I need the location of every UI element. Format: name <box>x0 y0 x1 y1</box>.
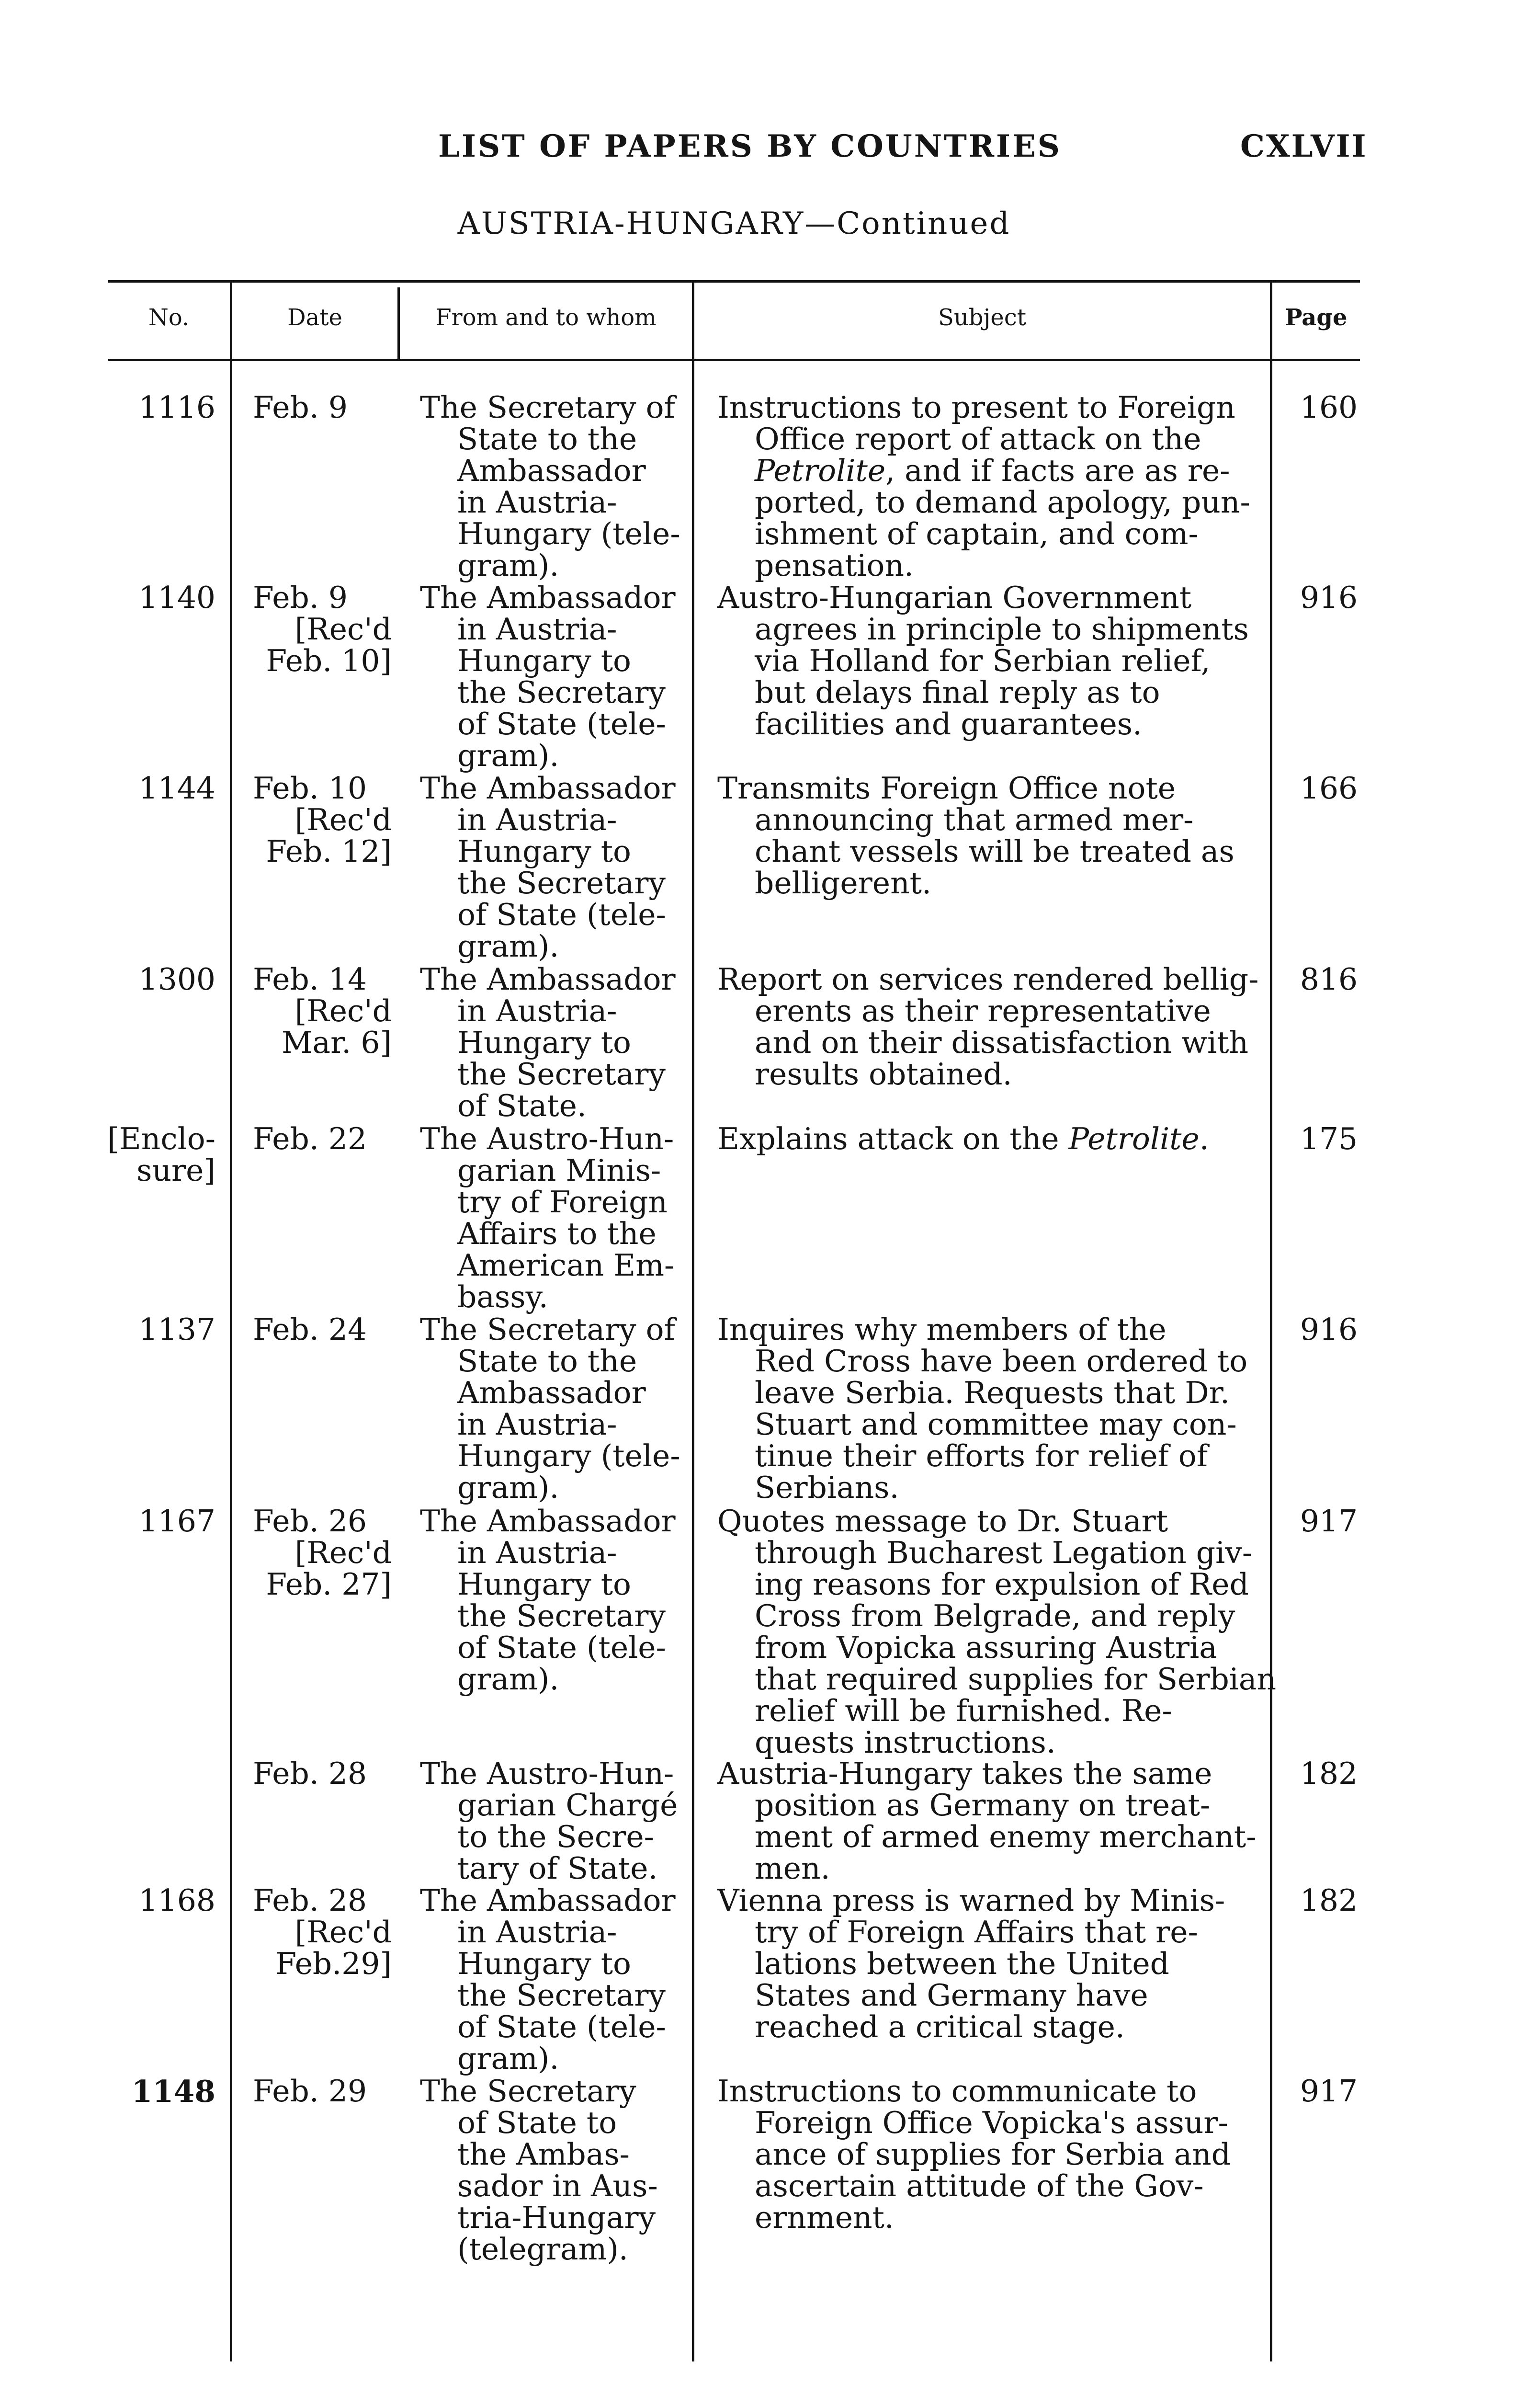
page-heading: LIST OF PAPERS BY COUNTRIES <box>438 128 1062 164</box>
subject-line: leave Serbia. Requests that Dr. <box>755 1375 1230 1410</box>
from-line: of State to <box>457 2105 617 2140</box>
subject-line: relief will be furnished. Re- <box>755 1693 1172 1728</box>
subject-line: announcing that armed mer- <box>755 802 1194 837</box>
page-header <box>0 128 1540 171</box>
table-header-rule <box>108 359 1360 361</box>
from-line: the Secretary <box>457 1978 666 2013</box>
from-line: in Austria- <box>457 612 617 647</box>
row-date <box>253 582 401 677</box>
from-line: the Ambas- <box>457 2137 630 2172</box>
from-line: of State (tele- <box>457 1630 666 1665</box>
subject-line: States and Germany have <box>755 1978 1148 2013</box>
subject-line: ported, to demand apology, pun- <box>755 485 1250 520</box>
column-header-page: Page <box>1285 304 1348 331</box>
date-line: Feb. 27] <box>266 1567 392 1602</box>
row-page: 166 <box>1300 771 1358 806</box>
subject-line: chant vessels will be treated as <box>755 834 1234 869</box>
row-subject <box>717 1314 1254 1504</box>
column-divider <box>692 283 694 2361</box>
subject-line: lations between the United <box>755 1946 1170 1981</box>
row-number: 1148 <box>131 2074 215 2109</box>
row-subject <box>717 2076 1254 2234</box>
row-from <box>420 1885 688 2075</box>
from-line: Affairs to the <box>457 1216 657 1251</box>
row-number: 1300 <box>138 962 215 997</box>
subject-line: ance of supplies for Serbia and <box>755 2137 1231 2172</box>
subject-line: Office report of attack on the <box>755 422 1201 456</box>
subject-line: erents as their representative <box>755 993 1211 1028</box>
from-line: the Secretary <box>457 866 666 901</box>
subject-line: men. <box>755 1851 830 1886</box>
from-line: gram). <box>457 1662 559 1697</box>
row-page: 175 <box>1300 1121 1358 1156</box>
page-number: CXLVII <box>1240 128 1368 164</box>
from-line: The Austro-Hun- <box>420 1121 674 1156</box>
date-line: [Rec'd <box>294 612 392 647</box>
from-line: (telegram). <box>457 2232 628 2267</box>
from-line: the Secretary <box>457 1057 666 1092</box>
row-date <box>253 1505 401 1600</box>
date-line: Feb. 28 <box>253 1883 367 1918</box>
row-number: 1168 <box>138 1883 215 1918</box>
from-line: The Ambassador <box>420 771 676 806</box>
row-date <box>253 773 401 867</box>
from-line: gram). <box>457 1470 559 1505</box>
from-line: State to the <box>457 422 637 456</box>
from-line: in Austria- <box>457 993 617 1028</box>
subject-line: belligerent. <box>755 866 931 901</box>
row-from <box>420 1505 688 1695</box>
column-divider <box>1270 283 1272 2361</box>
from-line: The Ambassador <box>420 1883 676 1918</box>
from-line: of State (tele- <box>457 2009 666 2044</box>
from-line: the Secretary <box>457 1598 666 1633</box>
ship-name: Petrolite <box>755 453 886 488</box>
subject-line: that required supplies for Serbian <box>755 1662 1277 1697</box>
row-subject <box>717 1756 1257 1886</box>
subject-line: tinue their efforts for relief of <box>755 1438 1208 1473</box>
from-line: in Austria- <box>457 1407 617 1442</box>
subject-line: ing reasons for expulsion of Red <box>755 1567 1249 1602</box>
from-line: to the Secre- <box>457 1819 654 1854</box>
from-line: of State (tele- <box>457 707 666 741</box>
date-line: Mar. 6] <box>282 1025 392 1060</box>
row-date <box>253 1123 401 1155</box>
date-line: Feb. 10] <box>266 643 392 678</box>
from-line: Hungary to <box>457 1567 631 1602</box>
from-line: in Austria- <box>457 485 617 520</box>
row-date <box>253 2076 401 2107</box>
column-header-no: No. <box>148 304 190 331</box>
subject-line: agrees in principle to shipments <box>755 612 1249 647</box>
from-line: The Secretary of <box>420 390 675 425</box>
row-from <box>420 964 688 1122</box>
from-line: of State. <box>457 1088 587 1123</box>
date-line: Feb. 9 <box>253 580 348 615</box>
row-number: 1116 <box>138 390 215 425</box>
column-divider <box>230 283 232 2361</box>
row-date <box>253 1758 401 1790</box>
from-line: gram). <box>457 2041 559 2076</box>
subject-line: and on their dissatisfaction with <box>755 1025 1249 1060</box>
subject-line: ernment. <box>755 2200 894 2235</box>
from-line: State to the <box>457 1344 637 1379</box>
subject-line: results obtained. <box>755 1057 1012 1092</box>
date-line: Feb. 22 <box>253 1121 367 1156</box>
subject-line: position as Germany on treat- <box>755 1788 1211 1823</box>
date-line: [Rec'd <box>294 802 392 837</box>
subject-line: Report on services rendered bellig- <box>717 962 1259 997</box>
date-line: Feb. 10 <box>253 771 367 806</box>
row-subject <box>717 392 1254 582</box>
row-page: 182 <box>1300 1883 1358 1918</box>
date-line: [Rec'd <box>294 993 392 1028</box>
from-line: Ambassador <box>457 453 646 488</box>
from-line: The Ambassador <box>420 1504 676 1539</box>
from-line: tary of State. <box>457 1851 658 1886</box>
from-line: garian Chargé <box>457 1788 678 1823</box>
from-line: Ambassador <box>457 1375 646 1410</box>
from-line: gram). <box>457 548 559 583</box>
subject-line: ment of armed enemy merchant- <box>755 1819 1257 1854</box>
from-line: The Ambassador <box>420 962 676 997</box>
from-line: Hungary (tele- <box>457 516 680 551</box>
from-line: bassy. <box>457 1279 548 1314</box>
ship-name: Petrolite <box>1068 1121 1200 1156</box>
from-line: The Ambassador <box>420 580 676 615</box>
row-number: 1167 <box>138 1504 215 1539</box>
subject-line: Quotes message to Dr. Stuart <box>717 1504 1168 1539</box>
row-subject <box>717 1123 1254 1155</box>
subject-line: Instructions to present to Foreign <box>717 390 1235 425</box>
subject-line: Cross from Belgrade, and reply <box>755 1598 1235 1633</box>
row-subject <box>717 582 1254 740</box>
row-from <box>420 2076 688 2265</box>
date-line: Feb. 24 <box>253 1312 367 1347</box>
subject-line: through Bucharest Legation giv- <box>755 1535 1253 1570</box>
date-line: Feb. 26 <box>253 1504 367 1539</box>
from-line: try of Foreign <box>457 1185 668 1220</box>
from-line: the Secretary <box>457 675 666 710</box>
date-line: Feb. 14 <box>253 962 367 997</box>
subject-line: Stuart and committee may con- <box>755 1407 1237 1442</box>
subject-line: Foreign Office Vopicka's assur- <box>755 2105 1228 2140</box>
subheading-text: AUSTRIA-HUNGARY—Continued <box>457 206 1011 241</box>
row-date <box>253 392 401 423</box>
date-line: [Rec'd <box>294 1915 392 1950</box>
row-number: 1140 <box>138 580 215 615</box>
row-subject <box>717 773 1254 899</box>
subject-line: try of Foreign Affairs that re- <box>755 1915 1198 1950</box>
from-line: Hungary to <box>457 834 631 869</box>
from-line: in Austria- <box>457 802 617 837</box>
column-header-subject: Subject <box>938 304 1026 331</box>
from-line: The Secretary of <box>420 1312 675 1347</box>
subject-line: Instructions to communicate to <box>717 2074 1197 2109</box>
from-line: in Austria- <box>457 1915 617 1950</box>
row-subject <box>717 962 1259 1092</box>
from-line: in Austria- <box>457 1535 617 1570</box>
subject-line: Red Cross have been ordered to <box>755 1344 1248 1379</box>
row-from <box>420 392 688 582</box>
row-number: 1137 <box>138 1312 215 1347</box>
from-line: Hungary to <box>457 643 631 678</box>
subject-line: via Holland for Serbian relief, <box>755 643 1211 678</box>
row-page: 182 <box>1300 1756 1358 1791</box>
row-page: 160 <box>1300 390 1358 425</box>
from-line: Hungary to <box>457 1025 631 1060</box>
subject-line: Austria-Hungary takes the same <box>717 1756 1212 1791</box>
row-number <box>96 1123 215 1186</box>
subject-line: Transmits Foreign Office note <box>717 771 1176 806</box>
from-line: tria-Hungary <box>457 2200 656 2235</box>
subject-line: but delays final reply as to <box>755 675 1160 710</box>
row-page: 816 <box>1300 962 1358 997</box>
row-page: 917 <box>1300 1504 1358 1539</box>
row-date <box>253 1314 401 1346</box>
row-number: 1144 <box>138 771 215 806</box>
subject-line: facilities and guarantees. <box>755 707 1143 741</box>
date-line: Feb. 12] <box>266 834 392 869</box>
row-subject <box>717 1885 1254 2043</box>
from-line: gram). <box>457 929 559 964</box>
table-top-rule <box>108 280 1360 283</box>
from-line: gram). <box>457 738 559 773</box>
subject-line: ishment of captain, and com- <box>755 516 1199 551</box>
from-line: The Secretary <box>420 2074 636 2109</box>
row-from <box>420 582 688 772</box>
subject-line: ascertain attitude of the Gov- <box>755 2168 1204 2203</box>
date-line: Feb. 28 <box>253 1756 367 1791</box>
from-line: Hungary to <box>457 1946 631 1981</box>
column-header-from: From and to whom <box>435 304 657 331</box>
subject-line: pensation. <box>755 548 914 583</box>
row-from <box>420 1123 688 1313</box>
subject-line: reached a critical stage. <box>755 2009 1125 2044</box>
subject-line: from Vopicka assuring Austria <box>755 1630 1217 1665</box>
from-line: Hungary (tele- <box>457 1438 680 1473</box>
row-from <box>420 773 688 962</box>
from-line: garian Minis- <box>457 1153 661 1188</box>
from-line: sador in Aus- <box>457 2168 658 2203</box>
subject-line: Austro-Hungarian Government <box>717 580 1192 615</box>
row-number-line: [Enclo- <box>107 1121 215 1156</box>
row-page: 916 <box>1300 580 1358 615</box>
subject-line: Vienna press is warned by Minis- <box>717 1883 1225 1918</box>
row-subject <box>717 1504 1277 1760</box>
subject-line: Explains attack on the Petrolite. <box>717 1121 1209 1156</box>
row-date <box>253 1885 401 1980</box>
row-page: 916 <box>1300 1312 1358 1347</box>
row-date <box>253 964 401 1059</box>
row-number-line: sure] <box>136 1153 215 1188</box>
from-line: American Em- <box>457 1248 675 1283</box>
row-from <box>420 1758 688 1884</box>
date-line: Feb. 29 <box>253 2074 367 2109</box>
section-subheading <box>0 206 1540 241</box>
date-line: Feb.29] <box>275 1946 392 1981</box>
from-line: The Austro-Hun- <box>420 1756 674 1791</box>
date-line: Feb. 9 <box>253 390 348 425</box>
row-from <box>420 1314 688 1504</box>
subject-line: Inquires why members of the <box>717 1312 1166 1347</box>
subject-line: Serbians. <box>755 1470 899 1505</box>
column-header-date: Date <box>287 304 342 331</box>
from-line: of State (tele- <box>457 897 666 932</box>
subject-line: Petrolite, and if facts are as re- <box>755 453 1230 488</box>
row-page: 917 <box>1300 2074 1358 2109</box>
subject-line: quests instructions. <box>755 1725 1056 1760</box>
date-line: [Rec'd <box>294 1535 392 1570</box>
